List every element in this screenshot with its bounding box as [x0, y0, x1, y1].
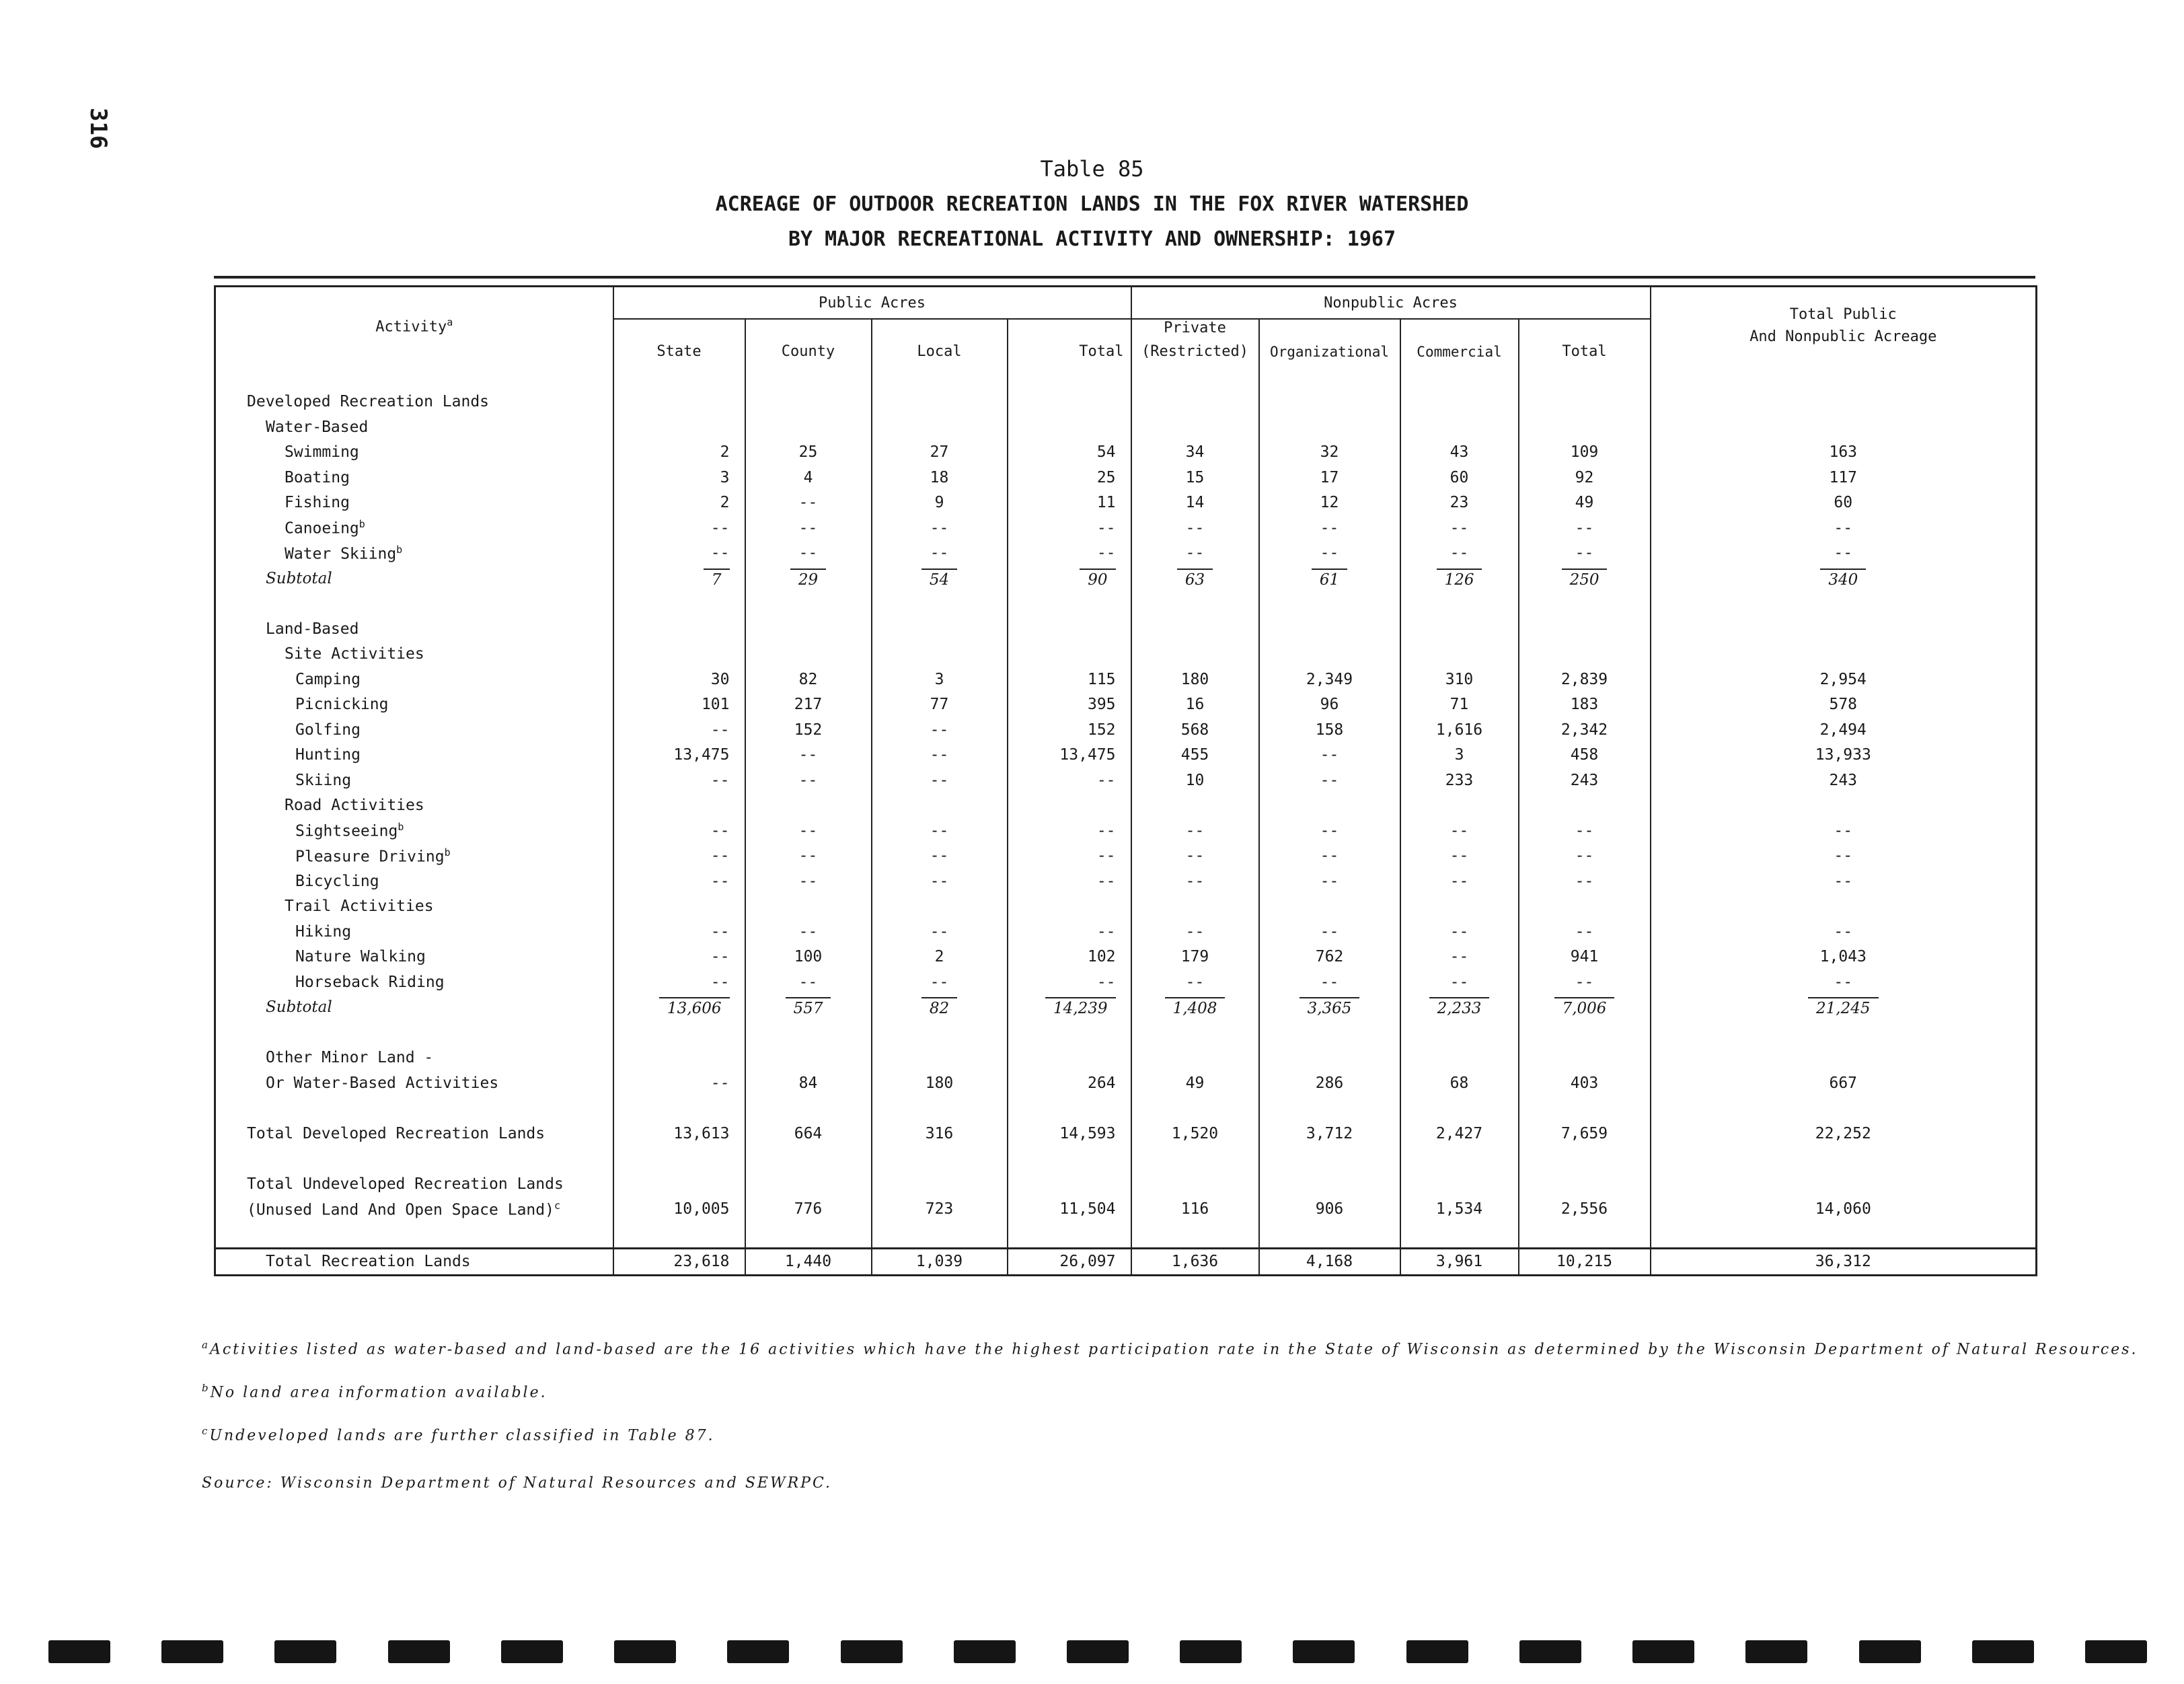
- cell-public-total: --: [1008, 869, 1131, 894]
- cell-commercial: --: [1400, 945, 1519, 970]
- cell-public-total: 264: [1008, 1070, 1131, 1096]
- row-label: Picnicking: [295, 696, 389, 714]
- cell-commercial: 1,534: [1400, 1197, 1519, 1222]
- row-label: Camping: [295, 670, 361, 688]
- cell-grand-total: --: [1651, 515, 2037, 541]
- cell-state: --: [613, 515, 745, 541]
- cell-county: --: [745, 515, 872, 541]
- registration-mark: [2085, 1640, 2147, 1663]
- cell-state: --: [613, 945, 745, 970]
- table-row: [215, 869, 2037, 894]
- cell-private: 1,408: [1131, 995, 1259, 1021]
- cell-public-total: 395: [1008, 692, 1131, 718]
- registration-mark: [1972, 1640, 2034, 1663]
- registration-mark: [1067, 1640, 1129, 1663]
- cell-grand-total: 2,954: [1651, 667, 2037, 692]
- registration-marks: [48, 1640, 2147, 1666]
- county-header: County: [745, 319, 872, 364]
- row-label: Total Developed Recreation Lands: [247, 1124, 545, 1142]
- row-label: Hunting: [295, 746, 361, 764]
- cell-grand-total: 340: [1651, 566, 2037, 591]
- cell-local: 27: [872, 440, 1008, 466]
- cell-county: --: [745, 919, 872, 945]
- cell-private: 63: [1131, 566, 1259, 591]
- section-road-activities: Road Activities: [215, 793, 2037, 819]
- table-row: [215, 465, 2037, 490]
- cell-local: 82: [872, 995, 1008, 1021]
- cell-private: 1,520: [1131, 1121, 1259, 1146]
- total-recreation-row: [215, 1248, 2037, 1276]
- commercial-header: Commercial: [1400, 319, 1519, 364]
- row-label: Nature Walking: [295, 948, 426, 966]
- cell-nonpublic-total: 941: [1519, 945, 1651, 970]
- cell-state: --: [613, 919, 745, 945]
- cell-nonpublic-total: 7,006: [1519, 995, 1651, 1021]
- cell-nonpublic-total: --: [1519, 818, 1651, 844]
- cell-private: 568: [1131, 717, 1259, 743]
- cell-private: --: [1131, 515, 1259, 541]
- cell-private: 10: [1131, 768, 1259, 793]
- cell-county: --: [745, 869, 872, 894]
- cell-commercial: 23: [1400, 490, 1519, 516]
- cell-commercial: 3: [1400, 743, 1519, 768]
- cell-county: --: [745, 743, 872, 768]
- row-label: Fishing: [285, 494, 350, 512]
- cell-organizational: --: [1259, 818, 1400, 844]
- cell-local: 2: [872, 945, 1008, 970]
- cell-private: 34: [1131, 440, 1259, 466]
- table-row: [215, 692, 2037, 718]
- public-total-header: Total: [1008, 319, 1131, 364]
- cell-state: 2: [613, 440, 745, 466]
- cell-grand-total: 243: [1651, 768, 2037, 793]
- cell-commercial: 43: [1400, 440, 1519, 466]
- registration-mark: [274, 1640, 336, 1663]
- row-label: Golfing: [295, 721, 361, 739]
- table-title-line-2: BY MAJOR RECREATIONAL ACTIVITY AND OWNERSHIP: 1967: [788, 227, 1396, 251]
- table-row: [215, 1070, 2037, 1096]
- cell-nonpublic-total: 2,342: [1519, 717, 1651, 743]
- cell-nonpublic-total: --: [1519, 969, 1651, 995]
- cell-state: --: [613, 818, 745, 844]
- cell-commercial: 233: [1400, 768, 1519, 793]
- public-acres-header: Public Acres: [613, 287, 1131, 320]
- table-row: [215, 818, 2037, 844]
- cell-county: --: [745, 768, 872, 793]
- table-row: [215, 515, 2037, 541]
- cell-nonpublic-total: 458: [1519, 743, 1651, 768]
- cell-public-total: 25: [1008, 465, 1131, 490]
- cell-local: 316: [872, 1121, 1008, 1146]
- cell-organizational: 17: [1259, 465, 1400, 490]
- cell-state: 101: [613, 692, 745, 718]
- cell-state: 13,606: [613, 995, 745, 1021]
- cell-commercial: 71: [1400, 692, 1519, 718]
- footnote-b: $^b$No land area information available.: [202, 1382, 548, 1401]
- row-label: Canoeing$^b$: [285, 518, 365, 538]
- other-minor-label-row: Other Minor Land -: [215, 1046, 2037, 1071]
- row-label: Swimming: [285, 443, 359, 462]
- cell-local: --: [872, 844, 1008, 869]
- cell-local: --: [872, 541, 1008, 566]
- cell-private: 14: [1131, 490, 1259, 516]
- cell-public-total: 102: [1008, 945, 1131, 970]
- row-label: Pleasure Driving$^b$: [295, 846, 451, 866]
- cell-nonpublic-total: 250: [1519, 566, 1651, 591]
- cell-state: --: [613, 1070, 745, 1096]
- cell-organizational: --: [1259, 515, 1400, 541]
- cell-public-total: 115: [1008, 667, 1131, 692]
- registration-mark: [1632, 1640, 1694, 1663]
- cell-state: --: [613, 717, 745, 743]
- cell-grand-total: --: [1651, 844, 2037, 869]
- header-row-group: [215, 287, 2037, 320]
- cell-organizational: 61: [1259, 566, 1400, 591]
- cell-county: 100: [745, 945, 872, 970]
- table-row: [215, 919, 2037, 945]
- registration-mark: [1293, 1640, 1355, 1663]
- cell-state: 23,618: [613, 1248, 745, 1276]
- subtotal-row: [215, 566, 2037, 591]
- row-label: Total Recreation Lands: [215, 1248, 613, 1276]
- table-row: [215, 768, 2037, 793]
- cell-organizational: --: [1259, 844, 1400, 869]
- cell-nonpublic-total: 49: [1519, 490, 1651, 516]
- cell-local: 18: [872, 465, 1008, 490]
- cell-organizational: 2,349: [1259, 667, 1400, 692]
- cell-county: 82: [745, 667, 872, 692]
- cell-organizational: --: [1259, 768, 1400, 793]
- row-label: Boating: [285, 468, 350, 486]
- cell-county: 776: [745, 1197, 872, 1222]
- cell-county: 217: [745, 692, 872, 718]
- cell-commercial: 60: [1400, 465, 1519, 490]
- cell-private: --: [1131, 541, 1259, 566]
- cell-nonpublic-total: 183: [1519, 692, 1651, 718]
- subtotal-row: [215, 995, 2037, 1021]
- table-row: [215, 969, 2037, 995]
- recreation-acreage-table: [214, 285, 2037, 1276]
- cell-local: --: [872, 768, 1008, 793]
- cell-grand-total: 60: [1651, 490, 2037, 516]
- cell-private: --: [1131, 818, 1259, 844]
- table-row: [215, 945, 2037, 970]
- cell-state: 10,005: [613, 1197, 745, 1222]
- cell-county: --: [745, 818, 872, 844]
- cell-public-total: 11,504: [1008, 1197, 1131, 1222]
- cell-commercial: --: [1400, 515, 1519, 541]
- cell-local: 9: [872, 490, 1008, 516]
- cell-private: 15: [1131, 465, 1259, 490]
- registration-mark: [1859, 1640, 1921, 1663]
- cell-public-total: 152: [1008, 717, 1131, 743]
- cell-private: --: [1131, 844, 1259, 869]
- cell-local: --: [872, 969, 1008, 995]
- cell-private: 179: [1131, 945, 1259, 970]
- cell-nonpublic-total: --: [1519, 919, 1651, 945]
- cell-organizational: --: [1259, 743, 1400, 768]
- row-label: Horseback Riding: [295, 973, 445, 991]
- cell-organizational: --: [1259, 969, 1400, 995]
- cell-local: --: [872, 515, 1008, 541]
- cell-county: 557: [745, 995, 872, 1021]
- cell-grand-total: --: [1651, 869, 2037, 894]
- cell-local: 77: [872, 692, 1008, 718]
- cell-state: 30: [613, 667, 745, 692]
- total-undeveloped-row: [215, 1197, 2037, 1222]
- cell-public-total: --: [1008, 969, 1131, 995]
- cell-public-total: 54: [1008, 440, 1131, 466]
- private-header: Private (Restricted): [1131, 319, 1259, 364]
- cell-private: 1,636: [1131, 1248, 1259, 1276]
- row-label: Subtotal: [266, 569, 332, 587]
- cell-state: --: [613, 844, 745, 869]
- cell-state: --: [613, 869, 745, 894]
- cell-private: 180: [1131, 667, 1259, 692]
- activity-header: Activity$^a$: [375, 316, 453, 336]
- cell-grand-total: --: [1651, 969, 2037, 995]
- cell-organizational: 96: [1259, 692, 1400, 718]
- cell-state: --: [613, 541, 745, 566]
- cell-local: 3: [872, 667, 1008, 692]
- grand-total-header: Total Public And Nonpublic Acreage: [1651, 287, 2037, 365]
- cell-grand-total: 22,252: [1651, 1121, 2037, 1146]
- cell-local: --: [872, 919, 1008, 945]
- section-land-based: Land-Based: [215, 616, 2037, 642]
- cell-grand-total: --: [1651, 541, 2037, 566]
- nonpublic-total-header: Total: [1519, 319, 1651, 364]
- cell-organizational: --: [1259, 919, 1400, 945]
- cell-private: 16: [1131, 692, 1259, 718]
- cell-state: --: [613, 768, 745, 793]
- cell-state: 3: [613, 465, 745, 490]
- cell-nonpublic-total: 2,839: [1519, 667, 1651, 692]
- local-header: Local: [872, 319, 1008, 364]
- cell-grand-total: 667: [1651, 1070, 2037, 1096]
- cell-private: 116: [1131, 1197, 1259, 1222]
- table-row: [215, 541, 2037, 566]
- cell-commercial: --: [1400, 869, 1519, 894]
- cell-grand-total: 21,245: [1651, 995, 2037, 1021]
- cell-county: 84: [745, 1070, 872, 1096]
- cell-nonpublic-total: --: [1519, 844, 1651, 869]
- cell-public-total: 13,475: [1008, 743, 1131, 768]
- registration-mark: [1745, 1640, 1807, 1663]
- top-rule: [214, 276, 2035, 279]
- cell-organizational: 3,365: [1259, 995, 1400, 1021]
- cell-grand-total: 14,060: [1651, 1197, 2037, 1222]
- table-title-line-1: ACREAGE OF OUTDOOR RECREATION LANDS IN THE FOX RIVER WATERSHED: [715, 192, 1469, 216]
- cell-organizational: 12: [1259, 490, 1400, 516]
- state-header: State: [613, 319, 745, 364]
- cell-commercial: 2,233: [1400, 995, 1519, 1021]
- cell-county: 25: [745, 440, 872, 466]
- cell-nonpublic-total: --: [1519, 869, 1651, 894]
- row-label: Bicycling: [295, 872, 379, 890]
- cell-nonpublic-total: 109: [1519, 440, 1651, 466]
- table-row: [215, 743, 2037, 768]
- cell-county: 1,440: [745, 1248, 872, 1276]
- registration-mark: [501, 1640, 563, 1663]
- cell-county: 152: [745, 717, 872, 743]
- registration-mark: [954, 1640, 1016, 1663]
- row-label: Hiking: [295, 922, 352, 941]
- cell-county: --: [745, 541, 872, 566]
- cell-nonpublic-total: 403: [1519, 1070, 1651, 1096]
- nonpublic-acres-header: Nonpublic Acres: [1131, 287, 1651, 320]
- cell-grand-total: --: [1651, 818, 2037, 844]
- cell-commercial: --: [1400, 969, 1519, 995]
- registration-mark: [1180, 1640, 1242, 1663]
- undeveloped-label-row: Total Undeveloped Recreation Lands: [215, 1171, 2037, 1197]
- cell-private: 49: [1131, 1070, 1259, 1096]
- cell-public-total: 26,097: [1008, 1248, 1131, 1276]
- cell-state: 13,613: [613, 1121, 745, 1146]
- total-developed-row: [215, 1121, 2037, 1146]
- section-developed: Developed Recreation Lands: [215, 390, 2037, 415]
- cell-local: 723: [872, 1197, 1008, 1222]
- cell-commercial: 68: [1400, 1070, 1519, 1096]
- cell-local: --: [872, 818, 1008, 844]
- table-row: [215, 844, 2037, 869]
- cell-private: 455: [1131, 743, 1259, 768]
- cell-grand-total: 578: [1651, 692, 2037, 718]
- cell-county: 664: [745, 1121, 872, 1146]
- cell-nonpublic-total: 7,659: [1519, 1121, 1651, 1146]
- cell-grand-total: 163: [1651, 440, 2037, 466]
- registration-mark: [727, 1640, 789, 1663]
- registration-mark: [614, 1640, 676, 1663]
- cell-state: 2: [613, 490, 745, 516]
- cell-public-total: --: [1008, 768, 1131, 793]
- cell-local: --: [872, 869, 1008, 894]
- cell-commercial: --: [1400, 818, 1519, 844]
- cell-local: --: [872, 743, 1008, 768]
- cell-organizational: 158: [1259, 717, 1400, 743]
- cell-organizational: 4,168: [1259, 1248, 1400, 1276]
- table-row: [215, 717, 2037, 743]
- cell-public-total: --: [1008, 844, 1131, 869]
- cell-grand-total: 36,312: [1651, 1248, 2037, 1276]
- table-number: Table 85: [1040, 156, 1144, 182]
- registration-mark: [388, 1640, 450, 1663]
- cell-nonpublic-total: 2,556: [1519, 1197, 1651, 1222]
- row-label: Subtotal: [266, 998, 332, 1017]
- cell-commercial: --: [1400, 919, 1519, 945]
- cell-county: --: [745, 844, 872, 869]
- cell-private: --: [1131, 919, 1259, 945]
- registration-mark: [841, 1640, 903, 1663]
- cell-organizational: 286: [1259, 1070, 1400, 1096]
- cell-commercial: 1,616: [1400, 717, 1519, 743]
- cell-private: --: [1131, 869, 1259, 894]
- cell-grand-total: 13,933: [1651, 743, 2037, 768]
- registration-mark: [161, 1640, 223, 1663]
- cell-commercial: 3,961: [1400, 1248, 1519, 1276]
- cell-public-total: --: [1008, 919, 1131, 945]
- cell-organizational: --: [1259, 541, 1400, 566]
- source-note: Source: Wisconsin Department of Natural Resources and SEWRPC.: [202, 1475, 832, 1492]
- cell-organizational: 32: [1259, 440, 1400, 466]
- cell-commercial: 310: [1400, 667, 1519, 692]
- section-trail-activities: Trail Activities: [215, 894, 2037, 920]
- cell-local: 54: [872, 566, 1008, 591]
- cell-nonpublic-total: 243: [1519, 768, 1651, 793]
- cell-county: 29: [745, 566, 872, 591]
- cell-public-total: --: [1008, 818, 1131, 844]
- cell-county: --: [745, 969, 872, 995]
- organizational-header: Organizational: [1259, 319, 1400, 364]
- footnote-c: $^c$Undeveloped lands are further classified in Table 87.: [202, 1425, 715, 1444]
- registration-mark: [48, 1640, 110, 1663]
- cell-grand-total: --: [1651, 919, 2037, 945]
- cell-grand-total: 117: [1651, 465, 2037, 490]
- cell-grand-total: 2,494: [1651, 717, 2037, 743]
- cell-state: 13,475: [613, 743, 745, 768]
- table-row: [215, 667, 2037, 692]
- cell-public-total: --: [1008, 541, 1131, 566]
- cell-local: 180: [872, 1070, 1008, 1096]
- cell-organizational: 906: [1259, 1197, 1400, 1222]
- cell-local: --: [872, 717, 1008, 743]
- cell-public-total: 14,239: [1008, 995, 1131, 1021]
- cell-county: --: [745, 490, 872, 516]
- row-label: Skiing: [295, 771, 352, 789]
- table-row: [215, 490, 2037, 516]
- section-site-activities: Site Activities: [215, 642, 2037, 667]
- cell-public-total: --: [1008, 515, 1131, 541]
- cell-organizational: 762: [1259, 945, 1400, 970]
- cell-organizational: --: [1259, 869, 1400, 894]
- cell-public-total: 14,593: [1008, 1121, 1131, 1146]
- cell-nonpublic-total: --: [1519, 541, 1651, 566]
- footnote-a: $^a$Activities listed as water-based and land-based are the 16 activities which have the highest participation rate in the State of Wisconsin as determined by the Wisconsin Department of Natural Resources.: [202, 1339, 2138, 1358]
- cell-local: 1,039: [872, 1248, 1008, 1276]
- cell-grand-total: 1,043: [1651, 945, 2037, 970]
- section-water-based: Water-Based: [215, 414, 2037, 440]
- cell-public-total: 11: [1008, 490, 1131, 516]
- cell-nonpublic-total: 10,215: [1519, 1248, 1651, 1276]
- cell-commercial: --: [1400, 844, 1519, 869]
- cell-state: 7: [613, 566, 745, 591]
- cell-nonpublic-total: --: [1519, 515, 1651, 541]
- row-label: Or Water-Based Activities: [266, 1074, 499, 1092]
- cell-public-total: 90: [1008, 566, 1131, 591]
- row-label: (Unused Land And Open Space Land)$^c$: [247, 1199, 560, 1219]
- cell-nonpublic-total: 92: [1519, 465, 1651, 490]
- table-row: [215, 440, 2037, 466]
- cell-organizational: 3,712: [1259, 1121, 1400, 1146]
- cell-commercial: --: [1400, 541, 1519, 566]
- page-number: 316: [85, 108, 112, 149]
- cell-county: 4: [745, 465, 872, 490]
- registration-mark: [1406, 1640, 1468, 1663]
- registration-mark: [1519, 1640, 1581, 1663]
- row-label: Sightseeing$^b$: [295, 821, 404, 841]
- cell-commercial: 2,427: [1400, 1121, 1519, 1146]
- cell-commercial: 126: [1400, 566, 1519, 591]
- cell-state: --: [613, 969, 745, 995]
- cell-private: --: [1131, 969, 1259, 995]
- row-label: Water Skiing$^b$: [285, 543, 403, 563]
